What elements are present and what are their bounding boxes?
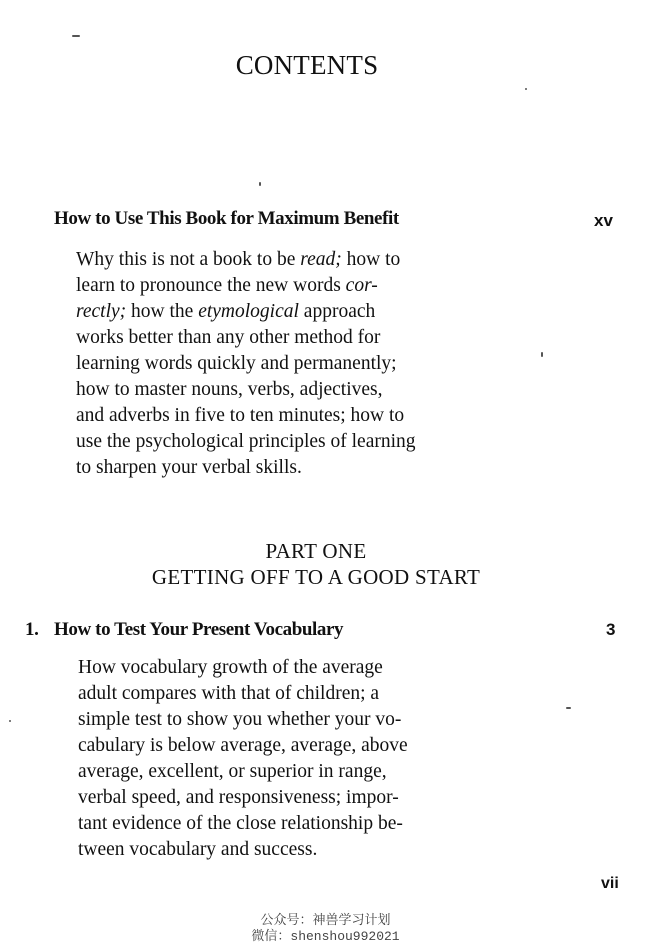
description-line: cabulary is below average, average, above [78, 735, 408, 756]
description-line: works better than any other method for [76, 327, 381, 348]
watermark-id: shenshou992021 [290, 929, 400, 944]
watermark-line-1: 公众号：神兽学习计划 [260, 913, 391, 928]
chapter-number: 1. [25, 619, 39, 640]
part-label: PART ONE [265, 539, 367, 563]
page-title: CONTENTS [235, 50, 379, 80]
entry-page-chapter-1: 3 [606, 620, 616, 639]
description-line: simple test to show you whether your vo- [78, 709, 402, 730]
description-line: Why this is not a book to be read; how to [76, 249, 401, 270]
emphasis: cor- [345, 275, 378, 296]
entry-heading-chapter-1: How to Test Your Present Vocabulary [54, 619, 344, 640]
entry-page-intro: xv [594, 211, 613, 230]
description-line: How vocabulary growth of the average [78, 657, 383, 678]
description-line: to sharpen your verbal skills. [76, 457, 302, 478]
scan-speck [259, 182, 261, 186]
entry-description-intro [76, 247, 464, 481]
description-line: adult compares with that of children; a [78, 683, 380, 704]
scan-speck [72, 35, 80, 37]
entry-heading-intro: How to Use This Book for Maximum Benefit [54, 208, 399, 229]
watermark-line-2 [0, 929, 651, 944]
part-title: GETTING OFF TO A GOOD START [151, 565, 481, 589]
scan-speck [541, 352, 543, 357]
description-line: and adverbs in five to ten minutes; how to [76, 405, 405, 426]
description-line: tant evidence of the close relationship be- [78, 813, 403, 834]
description-line: use the psychological principles of learning [76, 431, 416, 452]
entry-description-chapter-1 [78, 655, 467, 863]
page-folio: vii [601, 875, 619, 892]
scan-speck [9, 720, 11, 722]
scan-speck [525, 88, 527, 90]
description-line: learn to pronounce the new words cor- [76, 275, 378, 296]
emphasis: rectly; [76, 301, 127, 322]
description-line: verbal speed, and responsiveness; impor- [78, 787, 399, 808]
description-line: rectly; how the etymological approach [76, 301, 376, 322]
emphasis: read; [300, 249, 342, 270]
watermark-label: 微信： [251, 929, 291, 944]
description-line: average, excellent, or superior in range, [78, 761, 387, 782]
description-line: how to master nouns, verbs, adjectives, [76, 379, 383, 400]
description-line: learning words quickly and permanently; [76, 353, 397, 374]
description-line: tween vocabulary and success. [78, 839, 318, 860]
emphasis: etymological [198, 301, 299, 322]
scan-speck [566, 707, 571, 709]
